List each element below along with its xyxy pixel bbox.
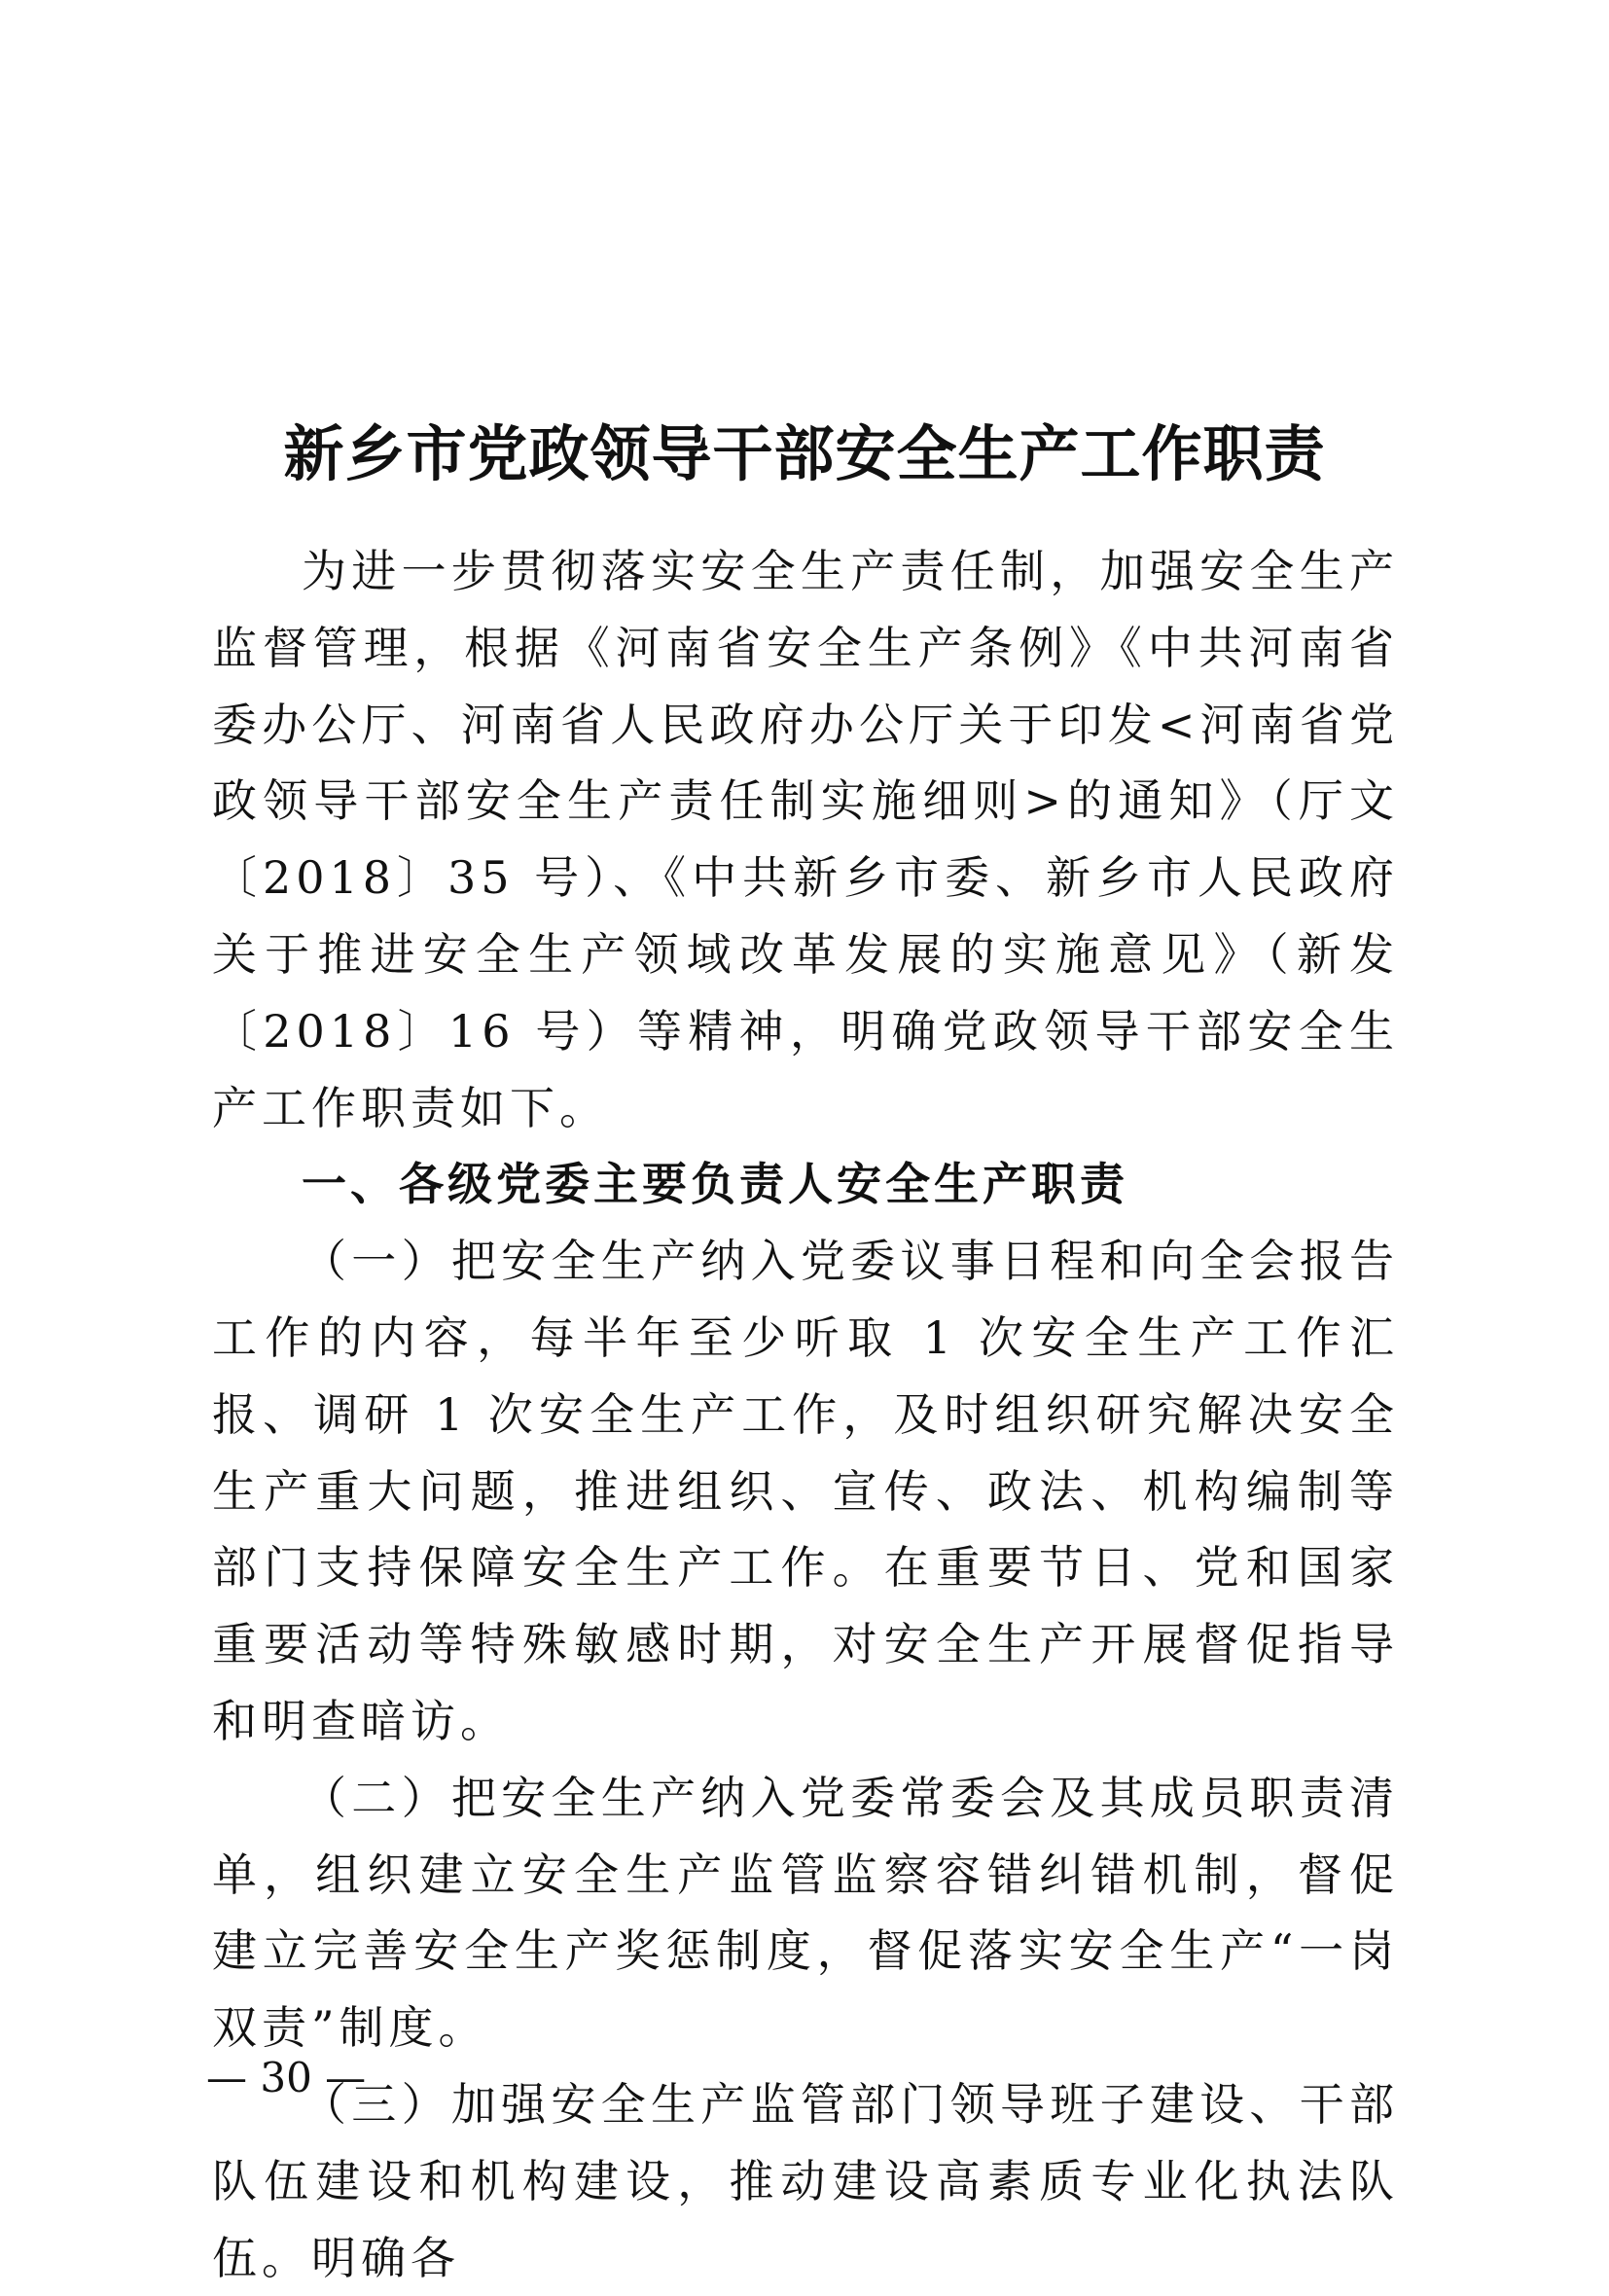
clause-paragraph-2: （二）把安全生产纳入党委常委会及其成员职责清单，组织建立安全生产监管监察容错纠错机制，督促建立完善安全生产奖惩制度，督促落实安全生产“一岗双责”制度。 <box>212 1771 1399 2055</box>
section-heading: 一、各级党委主要负责人安全生产职责 <box>302 1158 1128 1211</box>
document-body <box>212 533 1399 2296</box>
page-number: — 30 — <box>206 2054 367 2101</box>
intro-paragraph: 为进一步贯彻落实安全生产责任制，加强安全生产监督管理，根据《河南省安全生产条例》《中共河南省委办公厅、河南省人民政府办公厅关于印发<河南省党政领导干部安全生产责任制实施细则>的通知》（厅文〔2018〕35 号）、《中共新乡市委、新乡市人民政府关于推进安全生产领域改革发展的实施意见》（新发〔2018〕16 号）等精神，明确党政领导干部安全生产工作职责如下。 <box>212 545 1399 1134</box>
clause-paragraph-3: （三）加强安全生产监管部门领导班子建设、干部队伍建设和机构建设，推动建设高素质专业化执法队伍。明确各 <box>212 2077 1399 2284</box>
document-title: 新乡市党政领导干部安全生产工作职责 <box>283 417 1326 489</box>
clause-paragraph-1: （一）把安全生产纳入党委议事日程和向全会报告工作的内容，每半年至少听取 1 次安全生产工作汇报、调研 1 次安全生产工作，及时组织研究解决安全生产重大问题，推进组织、宣传、政法、机构编制等部门支持保障安全生产工作。在重要节日、党和国家重要活动等特殊敏感时期，对安全生产开展督促指导和明查暗访。 <box>212 1235 1399 1747</box>
